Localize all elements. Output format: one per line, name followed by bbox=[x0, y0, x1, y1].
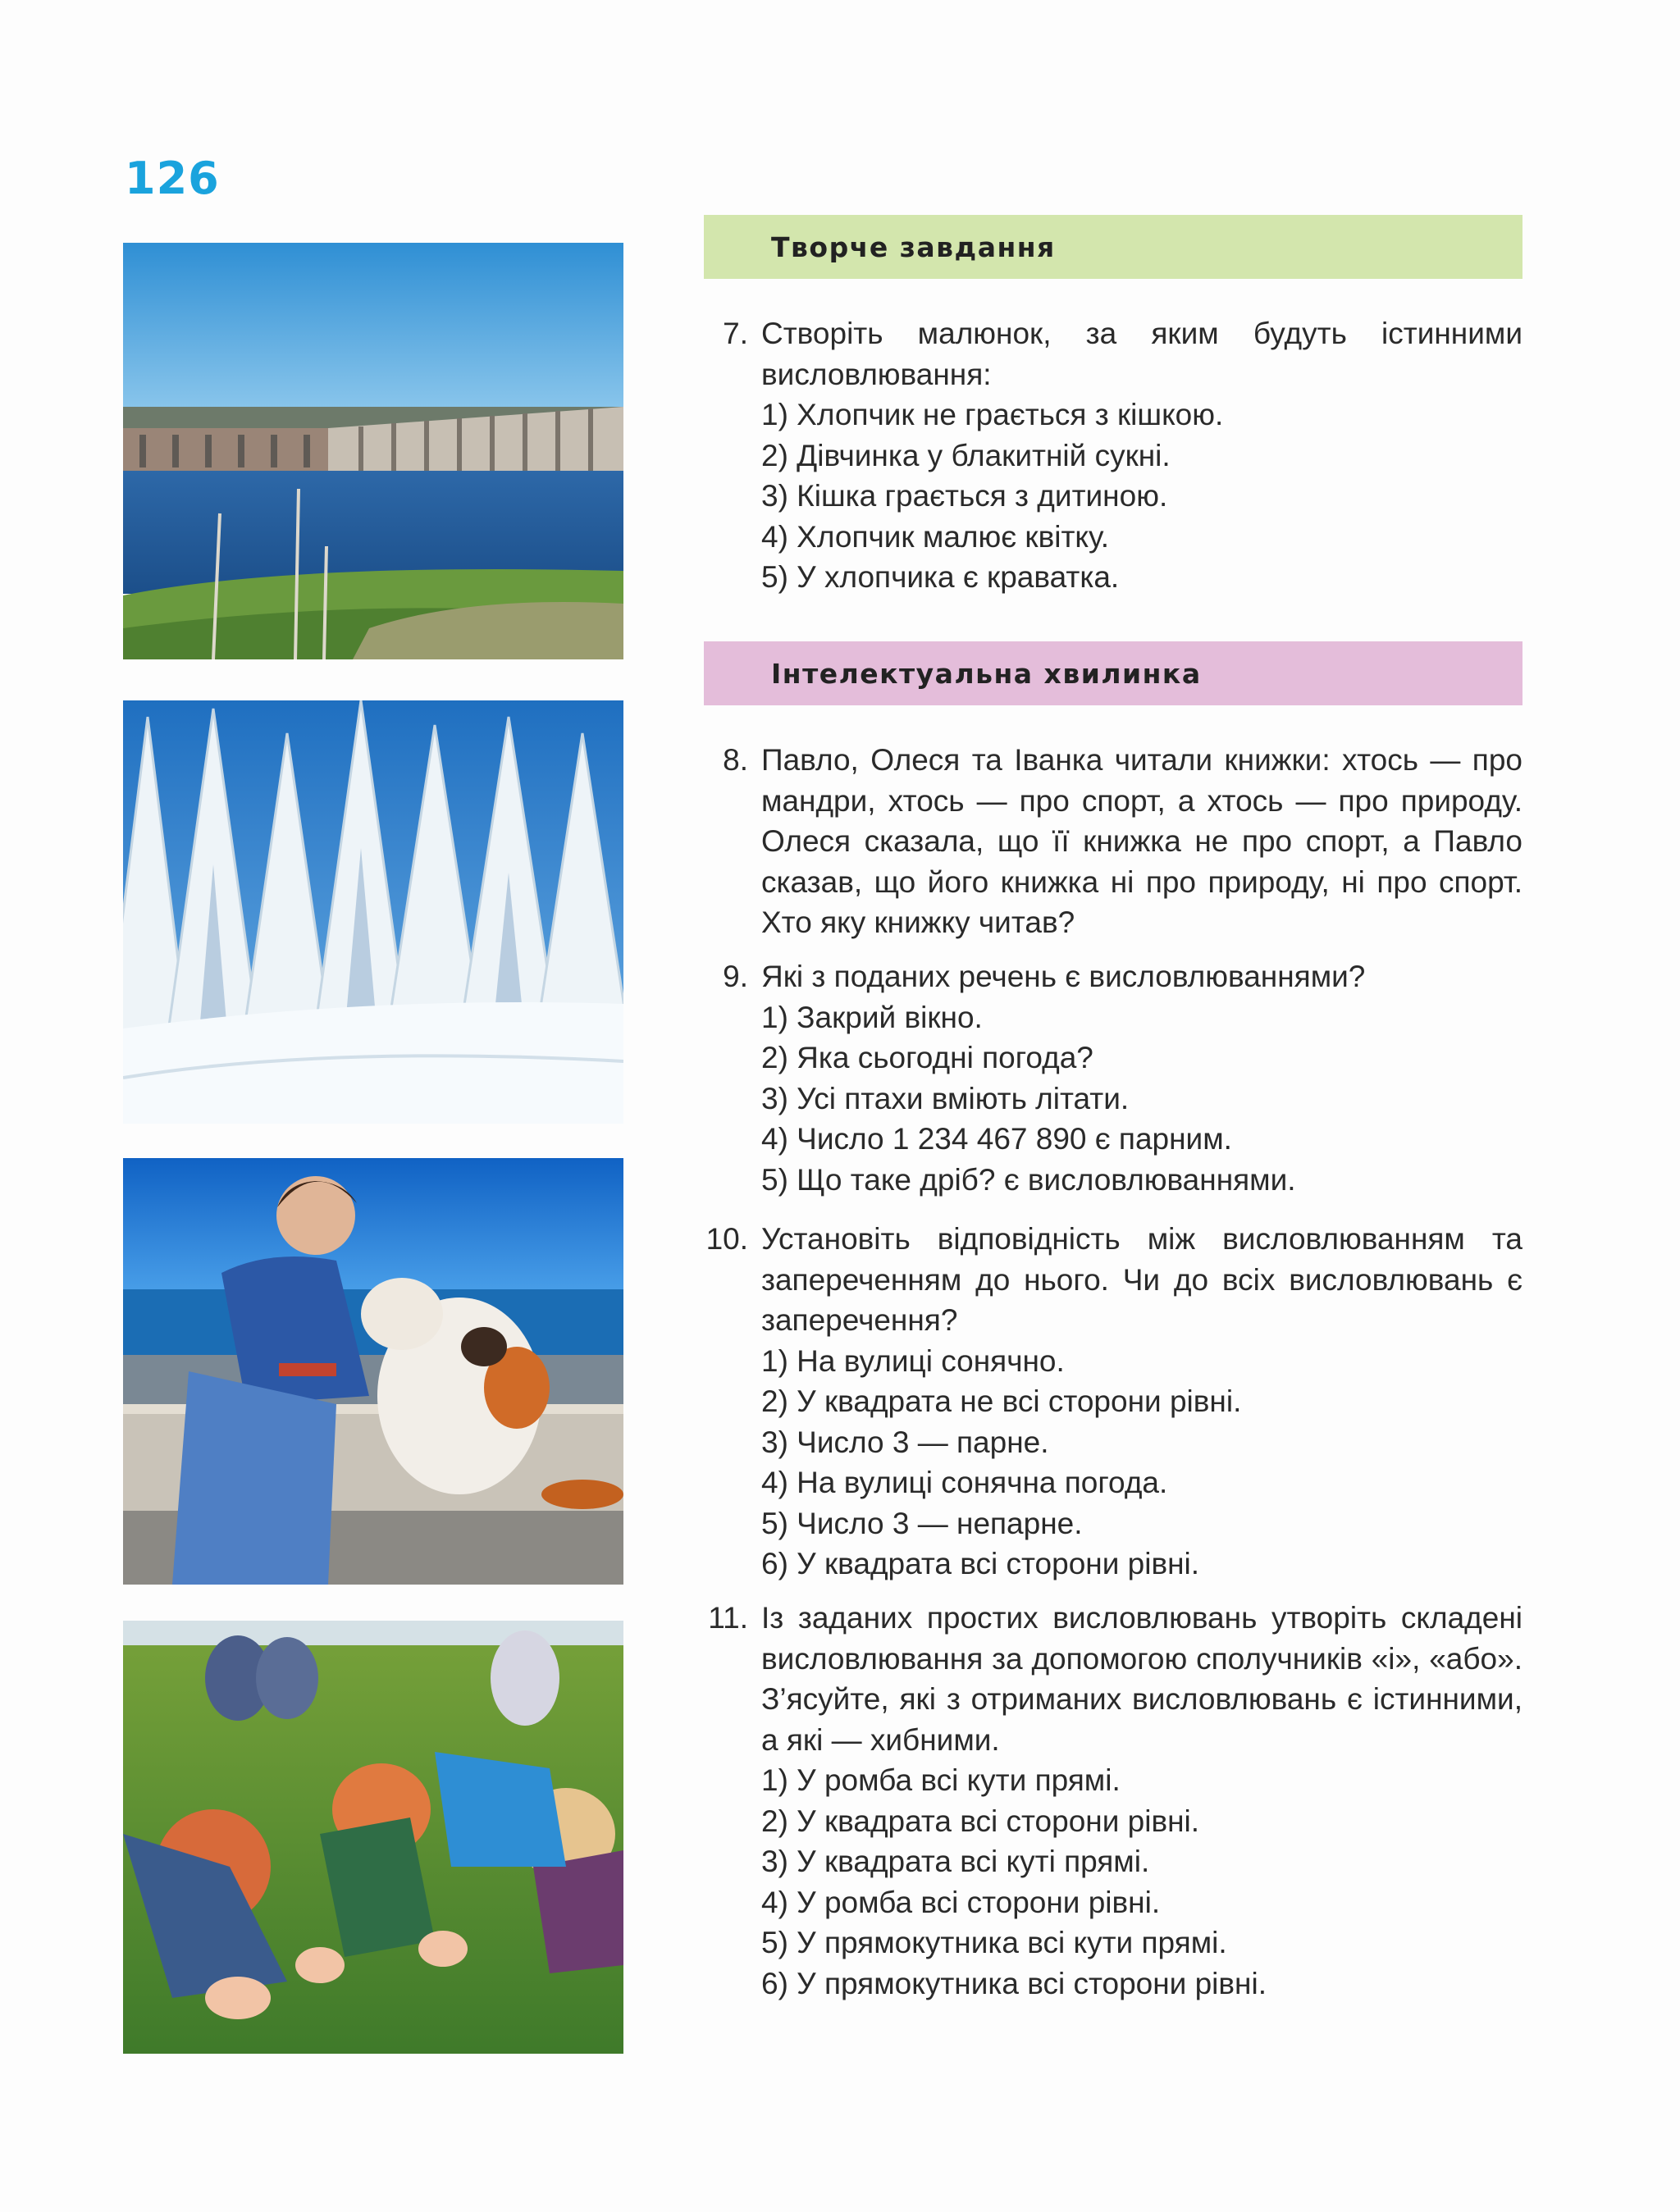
task-item: 2) Яка сьогодні погода? bbox=[761, 1041, 1093, 1074]
task-text: Із заданих простих висловлювань утворіть складені висловлювання за допомогою сполучників «і», «або». З’ясуйте, які з отриманих висловлювань є істинними, а які — хибними. bbox=[761, 1601, 1522, 1757]
task-number: 9. bbox=[723, 960, 748, 993]
task-items bbox=[761, 997, 1522, 1201]
task-item: 6) У квадрата всі сторони рівні. bbox=[761, 1547, 1200, 1580]
task-item: 5) Що таке дріб? є висловлюваннями. bbox=[761, 1162, 1296, 1197]
task-item: 1) У ромба всі кути прямі. bbox=[761, 1763, 1121, 1797]
dam-photo bbox=[123, 243, 623, 659]
task-7 bbox=[704, 313, 1522, 598]
task-11 bbox=[704, 1598, 1522, 2004]
task-item: 4) Хлопчик малює квітку. bbox=[761, 519, 1110, 554]
task-item: 4) Число 1 234 467 890 є парним. bbox=[761, 1122, 1232, 1156]
task-item: 2) У квадрата не всі сторони рівні. bbox=[761, 1384, 1242, 1418]
creative-task-banner bbox=[704, 215, 1522, 279]
task-item: 3) Кішка грається з дитиною. bbox=[761, 479, 1168, 513]
task-text: Які з поданих речень є висловлюваннями? bbox=[761, 960, 1366, 993]
task-item: 3) Усі птахи вміють літати. bbox=[761, 1081, 1130, 1115]
task-item: 6) У прямокутника всі сторони рівні. bbox=[761, 1966, 1267, 2000]
kids-reading-photo bbox=[123, 1621, 623, 2054]
task-number: 8. bbox=[723, 743, 748, 777]
intellect-minute-banner bbox=[704, 641, 1522, 705]
task-items bbox=[761, 1760, 1522, 2004]
boy-with-cat-photo bbox=[123, 1158, 623, 1585]
task-8 bbox=[704, 740, 1522, 943]
task-text: Павло, Олеся та Іванка читали книжки: хтось — про мандри, хтось — про спорт, а хтось — про природу. Олеся сказала, що її книжка не про спорт, а Павло сказав, що його книжка ні про природу, ні про спорт. Хто яку книжку читав? bbox=[761, 743, 1522, 939]
task-number: 11. bbox=[708, 1601, 748, 1635]
snowy-forest-photo bbox=[123, 700, 623, 1124]
task-item: 3) У квадрата всі куті прямі. bbox=[761, 1845, 1150, 1878]
task-number: 7. bbox=[723, 317, 748, 350]
task-10 bbox=[704, 1219, 1522, 1585]
task-text: Створіть малюнок, за яким будуть істинними висловлювання: bbox=[761, 317, 1522, 391]
task-item: 1) Закрий вікно. bbox=[761, 1000, 983, 1034]
task-item: 5) У хлопчика є краватка. bbox=[761, 560, 1120, 594]
task-number: 10. bbox=[705, 1222, 748, 1256]
task-item: 1) Хлопчик не грається з кішкою. bbox=[761, 398, 1224, 431]
task-text: Установіть відповідність між висловлюванням та запереченням до нього. Чи до всіх висловлювань є заперечення? bbox=[761, 1222, 1522, 1337]
task-item: 5) Число 3 — непарне. bbox=[761, 1506, 1083, 1540]
task-item: 5) У прямокутника всі кути прямі. bbox=[761, 1926, 1227, 1959]
task-item: 3) Число 3 — парне. bbox=[761, 1425, 1049, 1459]
creative-task-title: Творче завдання bbox=[771, 230, 1056, 263]
task-item: 4) У ромба всі сторони рівні. bbox=[761, 1885, 1161, 1919]
task-item: 2) Дівчинка у блакитній сукні. bbox=[761, 438, 1171, 472]
task-items bbox=[761, 395, 1522, 598]
task-item: 2) У квадрата всі сторони рівні. bbox=[761, 1804, 1200, 1838]
intellect-minute-title: Інтелектуальна хвилинка bbox=[771, 657, 1202, 690]
task-9 bbox=[704, 956, 1522, 1200]
page-number: 126 bbox=[125, 153, 220, 204]
task-item: 1) На вулиці сонячно. bbox=[761, 1343, 1065, 1378]
task-items bbox=[761, 1341, 1522, 1585]
task-item: 4) На вулиці сонячна погода. bbox=[761, 1466, 1168, 1499]
